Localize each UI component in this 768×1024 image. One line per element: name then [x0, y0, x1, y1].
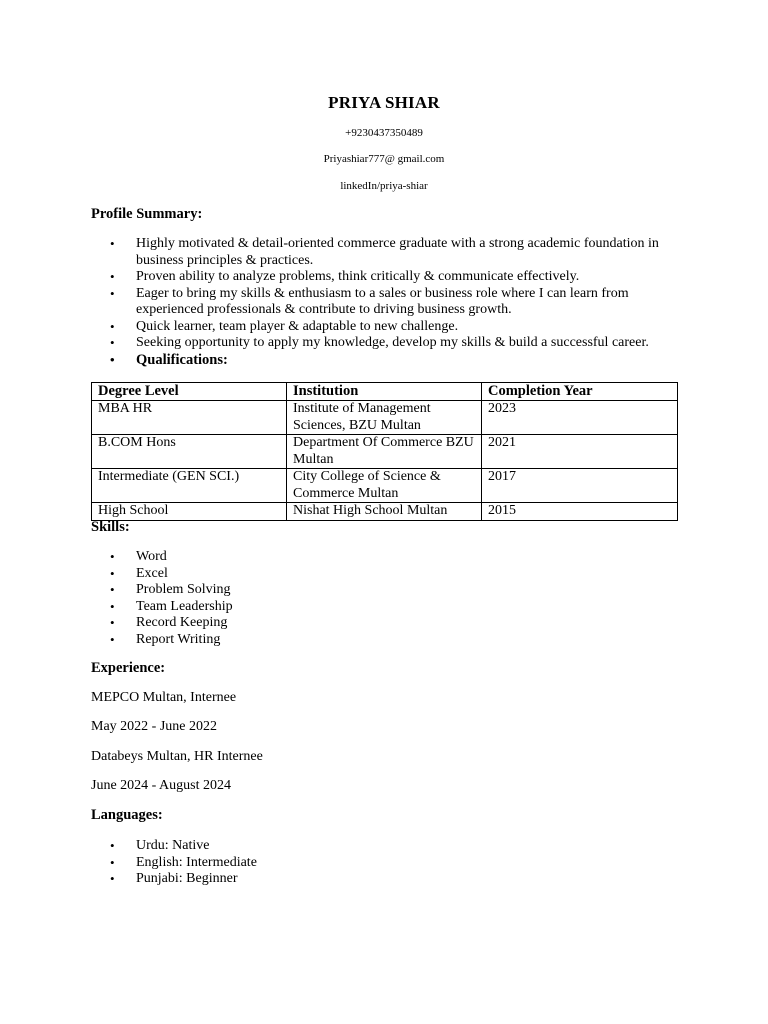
- table-row: [92, 469, 678, 503]
- experience-dates: May 2022 - June 2022: [91, 719, 217, 734]
- table-row: [92, 435, 678, 469]
- languages-heading: Languages:: [91, 807, 163, 823]
- email-address: Priyashiar777@ gmail.com: [323, 153, 445, 165]
- table-cell: MBA HR: [92, 401, 287, 435]
- list-item: • Record Keeping: [91, 615, 491, 632]
- experience-heading: Experience:: [91, 660, 166, 676]
- list-item: • Seeking opportunity to apply my knowledge, develop my skills & build a successful career.: [91, 335, 671, 352]
- column-header: Degree Level: [92, 383, 287, 401]
- list-item: • English: Intermediate: [91, 855, 491, 872]
- list-item: • Urdu: Native: [91, 838, 491, 855]
- experience-entry: Databeys Multan, HR Internee: [91, 749, 263, 764]
- list-item: • Punjabi: Beginner: [91, 871, 491, 888]
- list-item: • Team Leadership: [91, 599, 491, 616]
- table-row: [92, 503, 678, 521]
- qualifications-heading: • Qualifications:: [91, 352, 671, 369]
- list-item: • Highly motivated & detail-oriented commerce graduate with a strong academic foundation in business principles & practices.: [91, 236, 671, 269]
- profile-summary-heading: Profile Summary:: [91, 206, 203, 222]
- list-item: • Proven ability to analyze problems, think critically & communicate effectively.: [91, 269, 671, 286]
- table-cell: High School: [92, 503, 287, 521]
- table-cell: City College of Science & Commerce Multan: [287, 469, 482, 503]
- table-header-row: [92, 383, 678, 401]
- experience-dates: June 2024 - August 2024: [91, 778, 231, 793]
- column-header: Institution: [287, 383, 482, 401]
- phone-number: +9230437350489: [345, 127, 423, 139]
- column-header: Completion Year: [482, 383, 678, 401]
- languages-list: [91, 838, 491, 888]
- table-cell: Intermediate (GEN SCI.): [92, 469, 287, 503]
- table-cell: 2021: [482, 435, 678, 469]
- table-cell: 2023: [482, 401, 678, 435]
- profile-summary-list: [91, 236, 671, 368]
- table-cell: B.COM Hons: [92, 435, 287, 469]
- list-item: • Quick learner, team player & adaptable to new challenge.: [91, 319, 671, 336]
- table-cell: Institute of Management Sciences, BZU Multan: [287, 401, 482, 435]
- experience-entry: MEPCO Multan, Internee: [91, 690, 237, 705]
- list-item: • Report Writing: [91, 632, 491, 649]
- list-item: • Problem Solving: [91, 582, 491, 599]
- candidate-name: PRIYA SHIAR: [328, 93, 440, 112]
- qualifications-table: [91, 382, 678, 521]
- table-cell: Nishat High School Multan: [287, 503, 482, 521]
- table-row: [92, 401, 678, 435]
- skills-heading: Skills:: [91, 519, 130, 535]
- list-item: • Eager to bring my skills & enthusiasm to a sales or business role where I can learn from experienced professionals & contribute to driving business growth.: [91, 286, 671, 319]
- list-item: • Excel: [91, 566, 491, 583]
- list-item: • Word: [91, 549, 491, 566]
- linkedin-handle: linkedIn/priya-shiar: [340, 180, 428, 192]
- skills-list: [91, 549, 491, 648]
- table-cell: 2015: [482, 503, 678, 521]
- table-cell: 2017: [482, 469, 678, 503]
- table-cell: Department Of Commerce BZU Multan: [287, 435, 482, 469]
